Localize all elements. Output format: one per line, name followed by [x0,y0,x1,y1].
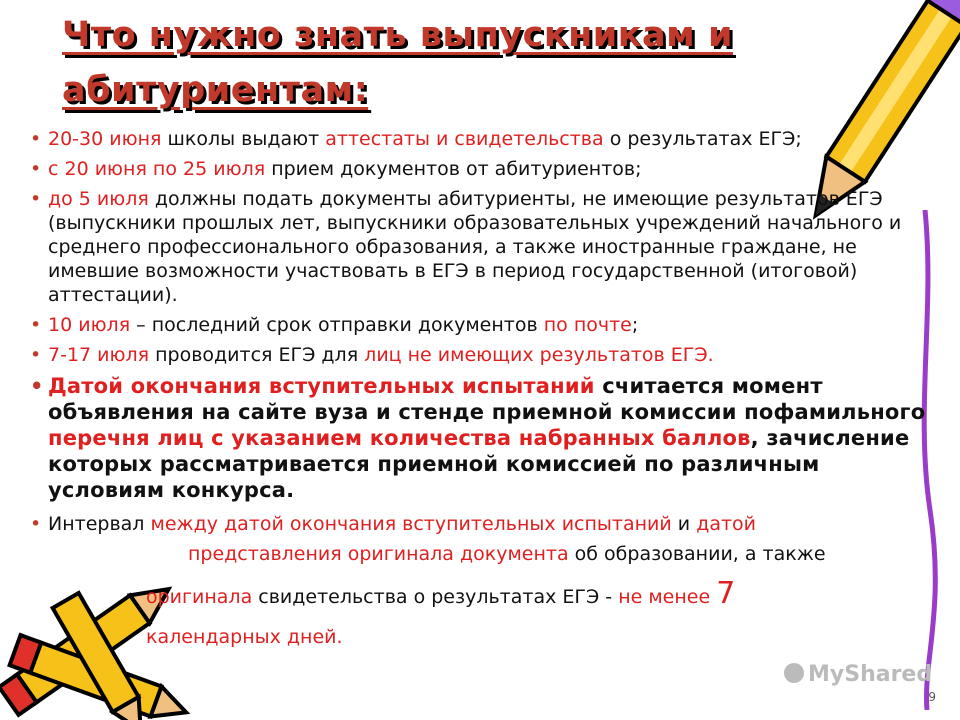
page-title: Что нужно знать выпускникам и абитуриентам: [62,15,733,110]
list-item: • Датой окончания вступительных испытаний считается момент объявления на сайте вуза и стенде приемной комиссии пофамильного перечня лиц с указанием количества набранных баллов, зачисление которых рассматривается приемной комиссией по различным условиям конкурса. [30,374,926,502]
bullet-list [30,127,930,658]
list-item: • 10 июля – последний срок отправки документов по почте; [30,314,639,336]
list-item: • 7-17 июля проводится ЕГЭ для лиц не имеющих результатов ЕГЭ. [30,344,714,366]
list-item: • Интервал между датой окончания вступительных испытаний и датой представления оригинала документа об образовании, а также оригинала свидетельства о результатах ЕГЭ - не менее 7 календарных дней. [30,513,826,648]
list-item: • с 20 июня по 25 июля прием документов от абитуриентов; [30,158,642,180]
list-item: • до 5 июля должны подать документы абитуриенты, не имеющие результатов ЕГЭ (выпускники прошлых лет, выпускники образовательных учреждений начального и среднего профессионального образования, а также иностранные граждане, не имевшие возможности участвовать в ЕГЭ в период государственной (итоговой) аттестации). [30,188,902,306]
list-item: • 20-30 июня школы выдают аттестаты и свидетельства о результатах ЕГЭ; [30,128,802,150]
watermark: MyShared [784,662,932,687]
page-number: 9 [928,690,936,704]
